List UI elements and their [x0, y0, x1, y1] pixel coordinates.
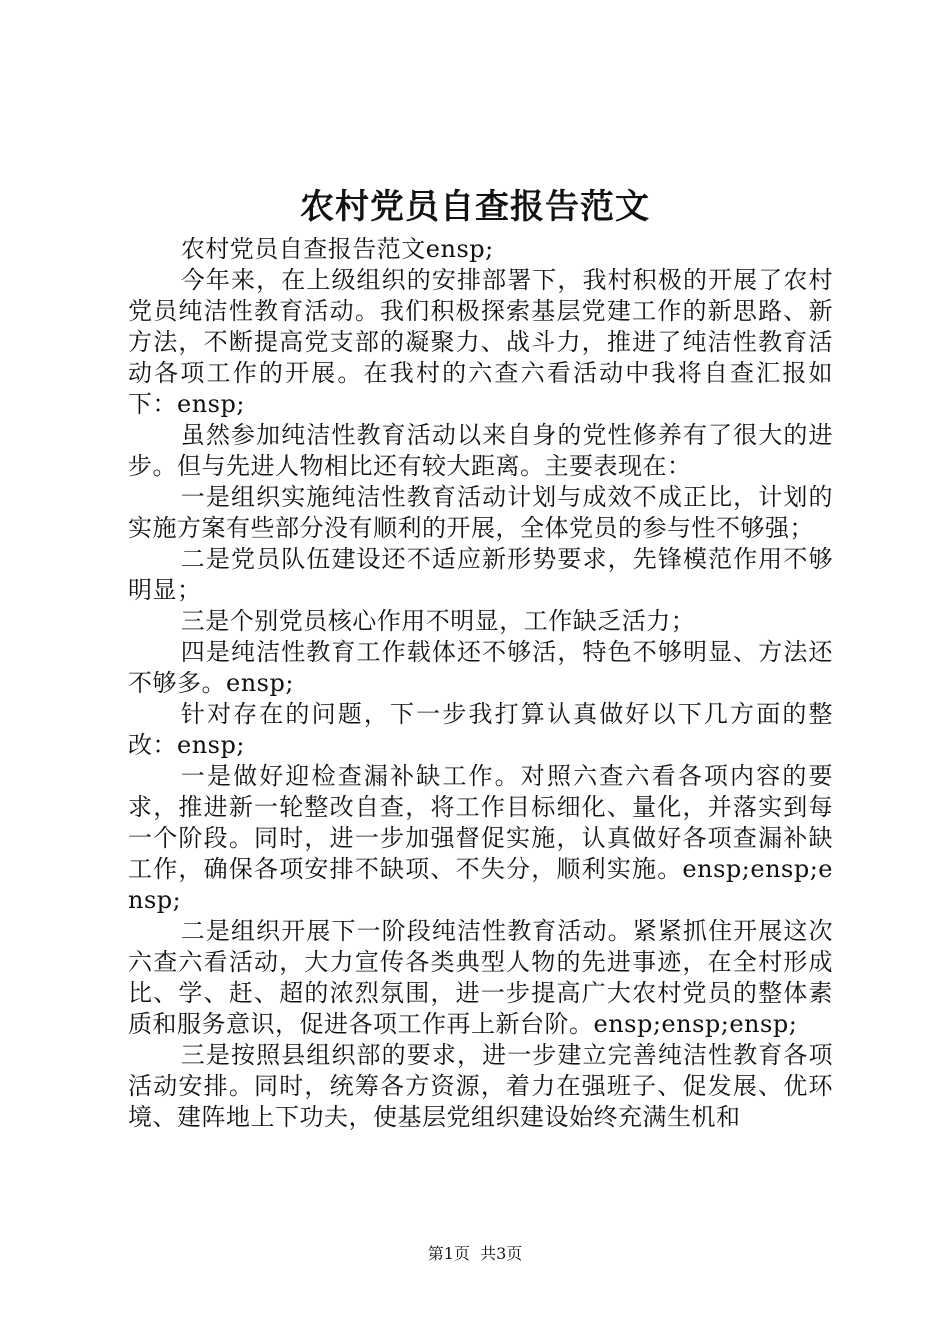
paragraph: 农村党员自查报告范文ensp; [180, 235, 494, 263]
paragraph: 一是组织实施纯洁性教育活动计划与成效不成正比，计划的实施方案有些部分没有顺利的开展，全体党员的参与性不够强； [128, 483, 833, 542]
paragraph: 一是做好迎检查漏补缺工作。对照六查六看各项内容的要求，推进新一轮整改自查，将工作目标细化、量化，并落实到每一个阶段。同时，进一步加强督促实施，认真做好各项查漏补缺工作，确保各项安排不缺项、不失分，顺利实施。ensp;ensp;ensp; [128, 762, 833, 914]
page-number: 第1页 [427, 1244, 470, 1263]
page-footer [0, 1243, 950, 1265]
paragraph: 今年来，在上级组织的安排部署下，我村积极的开展了农村党员纯洁性教育活动。我们积极探索基层党建工作的新思路、新方法，不断提高党支部的凝聚力、战斗力，推进了纯洁性教育活动各项工作的开展。在我村的六查六看活动中我将自查汇报如下：ensp; [128, 266, 833, 418]
document-body [128, 234, 833, 1133]
paragraph: 二是党员队伍建设还不适应新形势要求，先锋模范作用不够明显； [128, 545, 833, 604]
paragraph: 四是纯洁性教育工作载体还不够活，特色不够明显、方法还不够多。ensp; [128, 638, 833, 697]
paragraph: 三是个别党员核心作用不明显，工作缺乏活力； [180, 607, 696, 635]
document-title: 农村党员自查报告范文 [300, 187, 650, 227]
paragraph: 三是按照县组织部的要求，进一步建立完善纯洁性教育各项活动安排。同时，统筹各方资源，着力在强班子、促发展、优环境、建阵地上下功夫，使基层党组织建设始终充满生机和 [128, 1041, 833, 1131]
page-total: 共3页 [480, 1244, 523, 1263]
paragraph: 虽然参加纯洁性教育活动以来自身的党性修养有了很大的进步。但与先进人物相比还有较大距离。主要表现在： [128, 421, 833, 480]
paragraph: 二是组织开展下一阶段纯洁性教育活动。紧紧抓住开展这次六查六看活动，大力宣传各类典型人物的先进事迹，在全村形成比、学、赶、超的浓烈氛围，进一步提高广大农村党员的整体素质和服务意识，促进各项工作再上新台阶。ensp;ensp;ensp; [128, 917, 833, 1038]
paragraph: 针对存在的问题，下一步我打算认真做好以下几方面的整改：ensp; [128, 700, 833, 759]
